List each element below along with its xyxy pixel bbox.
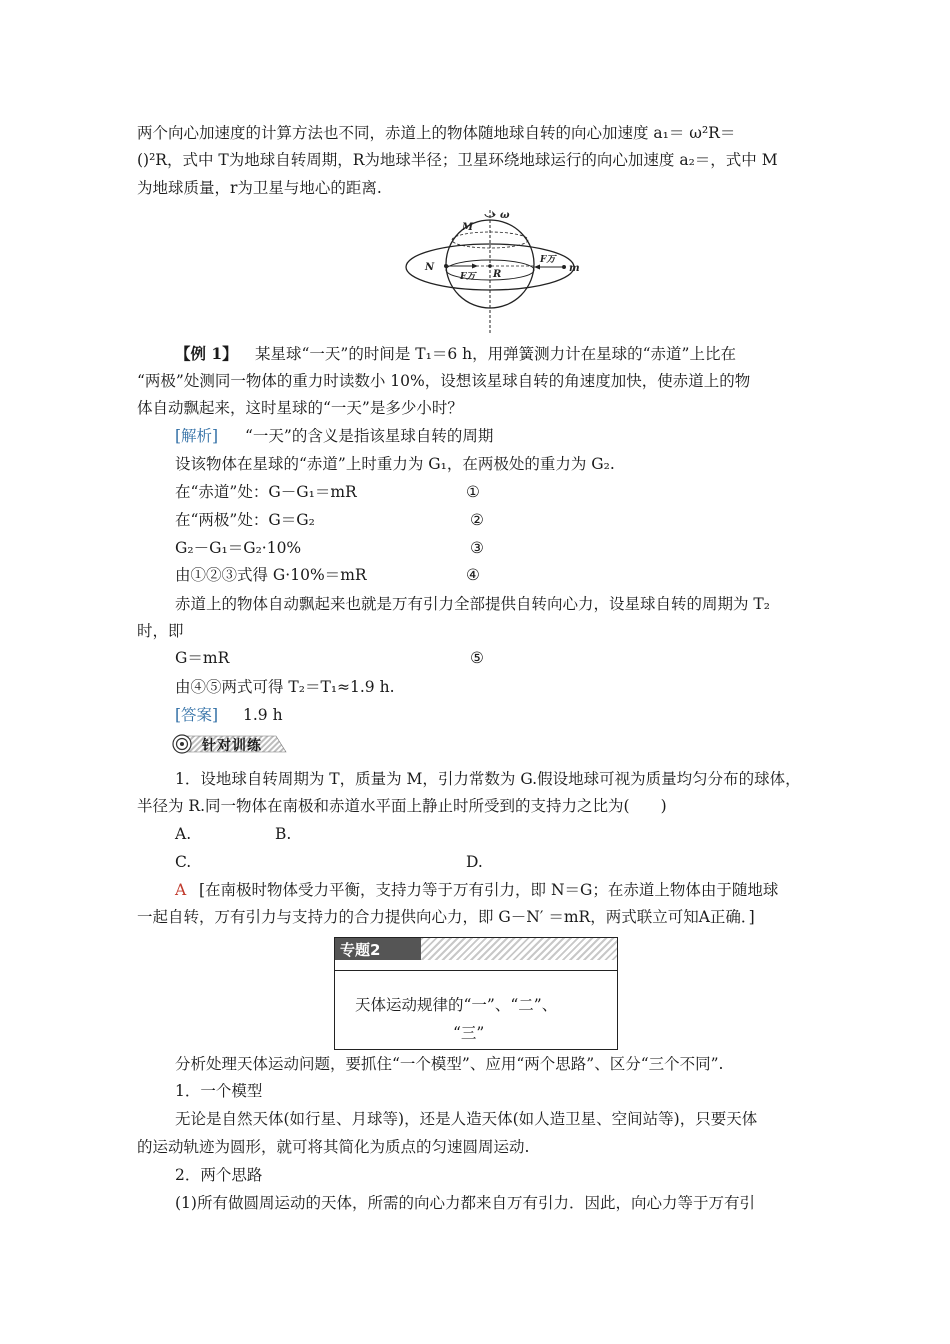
R-label: R — [493, 269, 502, 280]
training-banner-label: 针对训练 — [202, 738, 262, 754]
equation-2: 在“两极”处：G＝G₂ — [175, 511, 315, 529]
topic-tag: 专题2 — [335, 938, 421, 960]
example-line-2: “两极”处测同一物体的重力时读数小 10%，设想该星球自转的角速度加快，使赤道上的物 — [137, 372, 751, 390]
intro-line-1: 两个向心加速度的计算方法也不同，赤道上的物体随地球自转的向心加速度 a₁＝ ω²R＝ — [137, 124, 736, 142]
topic-title-line-1: 天体运动规律的“一”、“二”、 — [355, 996, 558, 1014]
heading-one-model: 1．一个模型 — [175, 1082, 263, 1100]
earth-satellite-diagram — [402, 204, 582, 336]
paragraph-1-line-1: 无论是自然天体(如行星、月球等)，还是人造天体(如人造卫星、空间站等)，只要天体 — [175, 1110, 758, 1128]
analysis-line-2: 设该物体在星球的“赤道”上时重力为 G₁，在两极处的重力为 G₂. — [175, 455, 615, 473]
equation-2-number: ② — [470, 511, 484, 529]
equation-5-number: ⑤ — [470, 649, 484, 667]
topic-hatch — [421, 938, 617, 960]
equation-4-number: ④ — [466, 566, 480, 584]
example-tag: 【例 1】 — [175, 344, 238, 363]
intro-line-2: ()²R，式中 T为地球自转周期，R为地球半径；卫星环绕地球运行的向心加速度 a₂＝，式中 M — [137, 151, 778, 169]
equation-3: G₂－G₁＝G₂·10% — [175, 539, 302, 557]
analysis-line-5: 由④⑤两式可得 T₂＝T₁≈1.9 h. — [175, 678, 395, 696]
body-line-1: 分析处理天体运动问题，要抓住“一个模型”、应用“两个思路”、区分“三个不同”. — [175, 1055, 724, 1073]
option-d: D. — [466, 853, 483, 871]
topic-header — [335, 938, 617, 971]
N-label: N — [425, 262, 435, 273]
option-c: C. — [175, 853, 192, 871]
omega-label: ω — [500, 210, 510, 221]
paragraph-1-line-2: 的运动轨迹为圆形，就可将其简化为质点的匀速圆周运动. — [137, 1138, 530, 1156]
example-line-1: 某星球“一天”的时间是 T₁＝6 h，用弹簧测力计在星球的“赤道”上比在 — [255, 345, 736, 363]
answer-explanation-line-2: 一起自转，万有引力与支持力的合力提供向心力，即 G－N′ ＝mR，两式联立可知A正确．] — [137, 908, 755, 926]
answer-letter: A — [175, 881, 187, 899]
intro-line-3: 为地球质量，r为卫星与地心的距离. — [137, 179, 382, 197]
answer-tag: [答案] — [175, 706, 219, 724]
option-a: A. — [175, 825, 192, 843]
topic-box — [334, 937, 618, 1050]
option-b: B. — [275, 825, 292, 843]
analysis-tag: [解析] — [175, 427, 219, 445]
equation-1: 在“赤道”处：G－G₁＝mR — [175, 483, 357, 501]
answer-value: 1.9 h — [243, 706, 283, 724]
equation-3-number: ③ — [470, 539, 484, 557]
heading-two-ideas: 2．两个思路 — [175, 1166, 263, 1184]
analysis-line-3: 赤道上的物体自动飘起来也就是万有引力全部提供自转向心力，设星球自转的周期为 T₂ — [175, 595, 770, 613]
equation-1-number: ① — [466, 483, 480, 501]
question-1-line-2: 半径为 R.同一物体在南极和赤道水平面上静止时所受到的支持力之比为( ) — [137, 797, 667, 815]
analysis-line-1: “一天”的含义是指该星球自转的周期 — [245, 427, 494, 445]
analysis-line-4: 时，即 — [137, 622, 184, 640]
equation-4: 由①②③式得 G·10%＝mR — [175, 566, 367, 584]
question-1-line-1: 1．设地球自转周期为 T，质量为 M，引力常数为 G.假设地球可视为质量均匀分布的球体， — [175, 770, 801, 788]
m-label: m — [569, 263, 580, 274]
force-label-left: F万 — [460, 272, 476, 282]
topic-title-line-2: “三” — [453, 1024, 485, 1042]
force-label-right: F万 — [540, 255, 556, 265]
M-label: M — [462, 222, 474, 233]
example-line-3: 体自动飘起来，这时星球的“一天”是多少小时？ — [137, 399, 463, 417]
equation-5: G＝mR — [175, 649, 230, 667]
answer-explanation-line-1: [在南极时物体受力平衡，支持力等于万有引力，即 N＝G；在赤道上物体由于随地球 — [199, 881, 779, 899]
paragraph-2-line-1: (1)所有做圆周运动的天体，所需的向心力都来自万有引力．因此，向心力等于万有引 — [175, 1194, 755, 1212]
